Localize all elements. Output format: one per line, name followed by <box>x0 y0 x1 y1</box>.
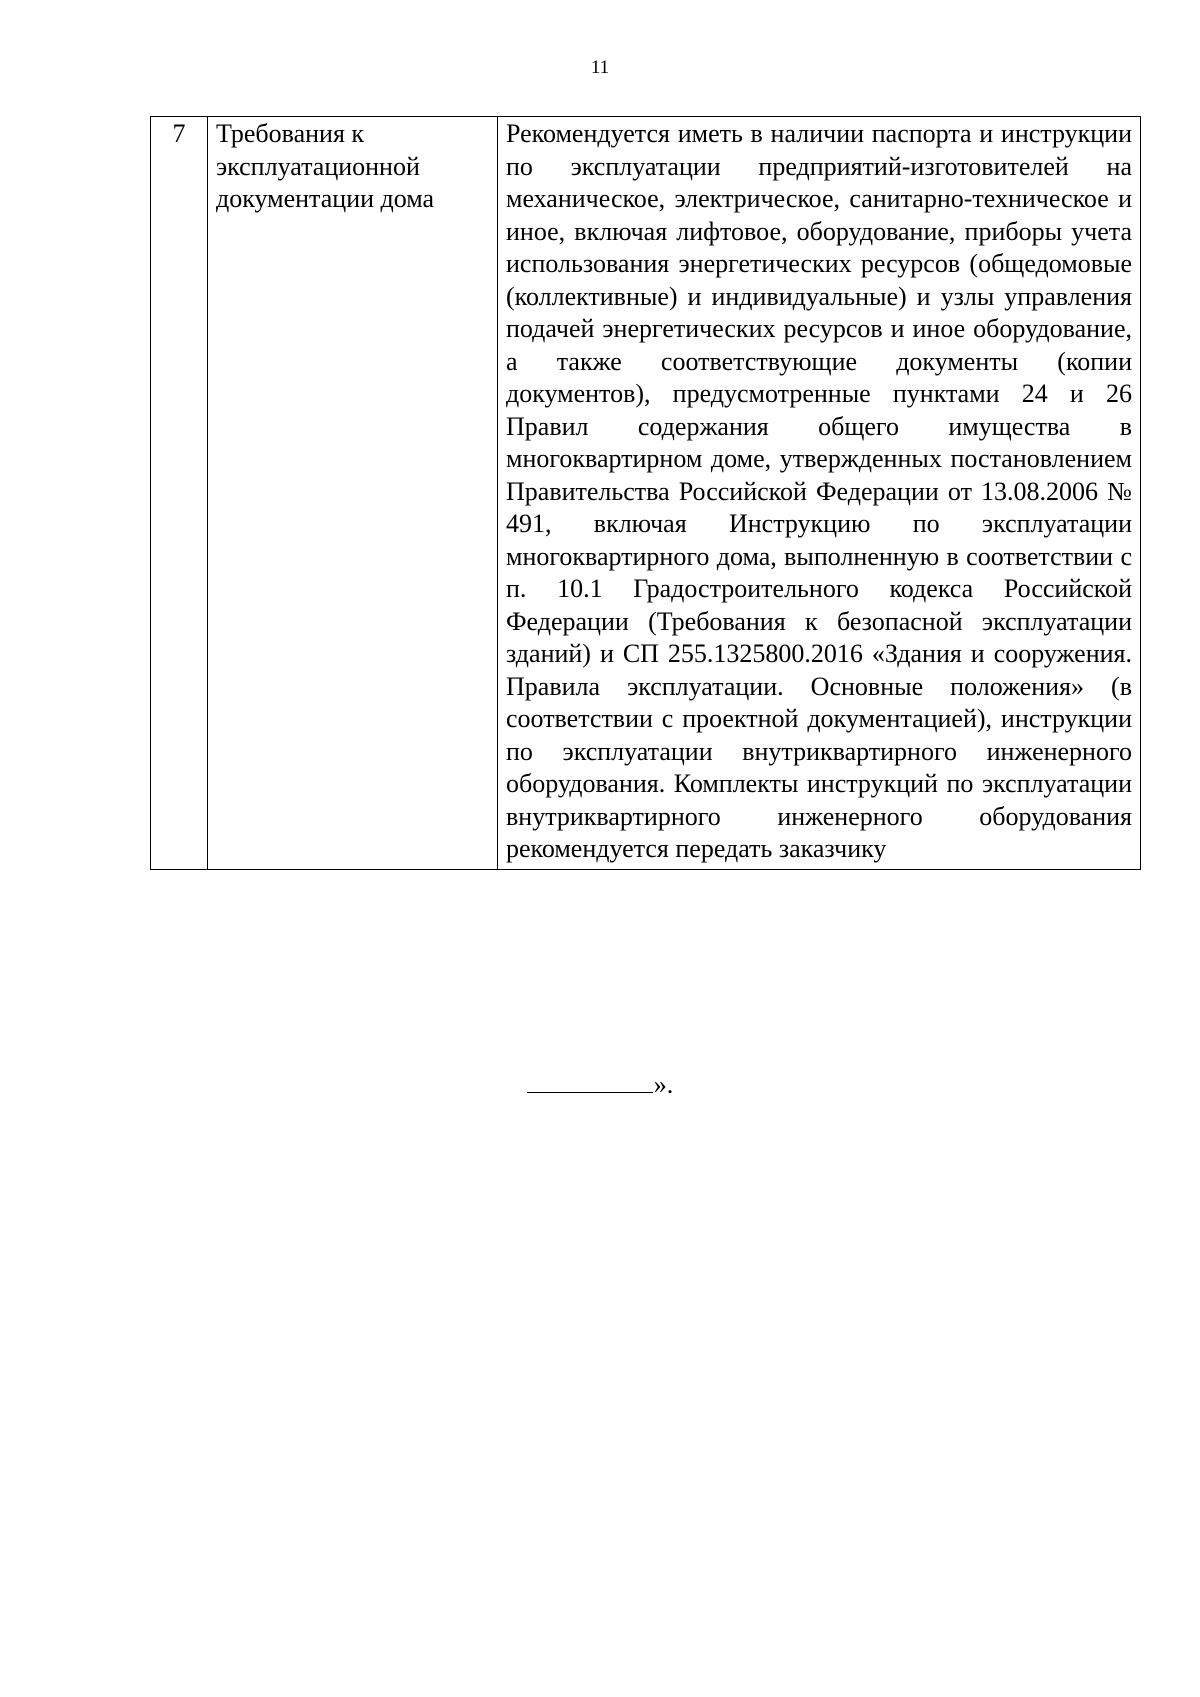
row-number-cell: 7 <box>151 117 208 870</box>
requirements-table <box>150 116 1141 870</box>
page-number: 11 <box>590 57 610 78</box>
closing-quote: ». <box>653 1070 674 1099</box>
signature-underline <box>527 1066 653 1093</box>
requirement-name-cell: Требования к эксплуатационной документации дома <box>208 117 498 870</box>
table-row <box>151 117 1141 870</box>
closing-mark <box>0 1066 1200 1101</box>
requirement-description-cell: Рекомендуется иметь в наличии паспорта и инструкции по эксплуатации предприятий-изготовителей на механическое, электрическое, санитарно-техническое и иное, включая лифтовое, оборудование, приборы учета использования энергетических ресурсов (общедомовые (коллективные) и индивидуальные) и узлы управления подачей энергетических ресурсов и иное оборудование, а также соответствующие документы (копии документов), предусмотренные пунктами 24 и 26 Правил содержания общего имущества в многоквартирном доме, утвержденных постановлением Правительства Российской Федерации от 13.08.2006 № 491, включая Инструкцию по эксплуатации многоквартирного дома, выполненную в соответствии с п. 10.1 Градостроительного кодекса Российской Федерации (Требования к безопасной эксплуатации зданий) и СП 255.1325800.2016 «Здания и сооружения. Правила эксплуатации. Основные положения» (в соответствии с проектной документацией), инструкции по эксплуатации внутриквартирного инженерного оборудования. Комплекты инструкций по эксплуатации внутриквартирного инженерного оборудования рекомендуется передать заказчику <box>498 117 1141 870</box>
